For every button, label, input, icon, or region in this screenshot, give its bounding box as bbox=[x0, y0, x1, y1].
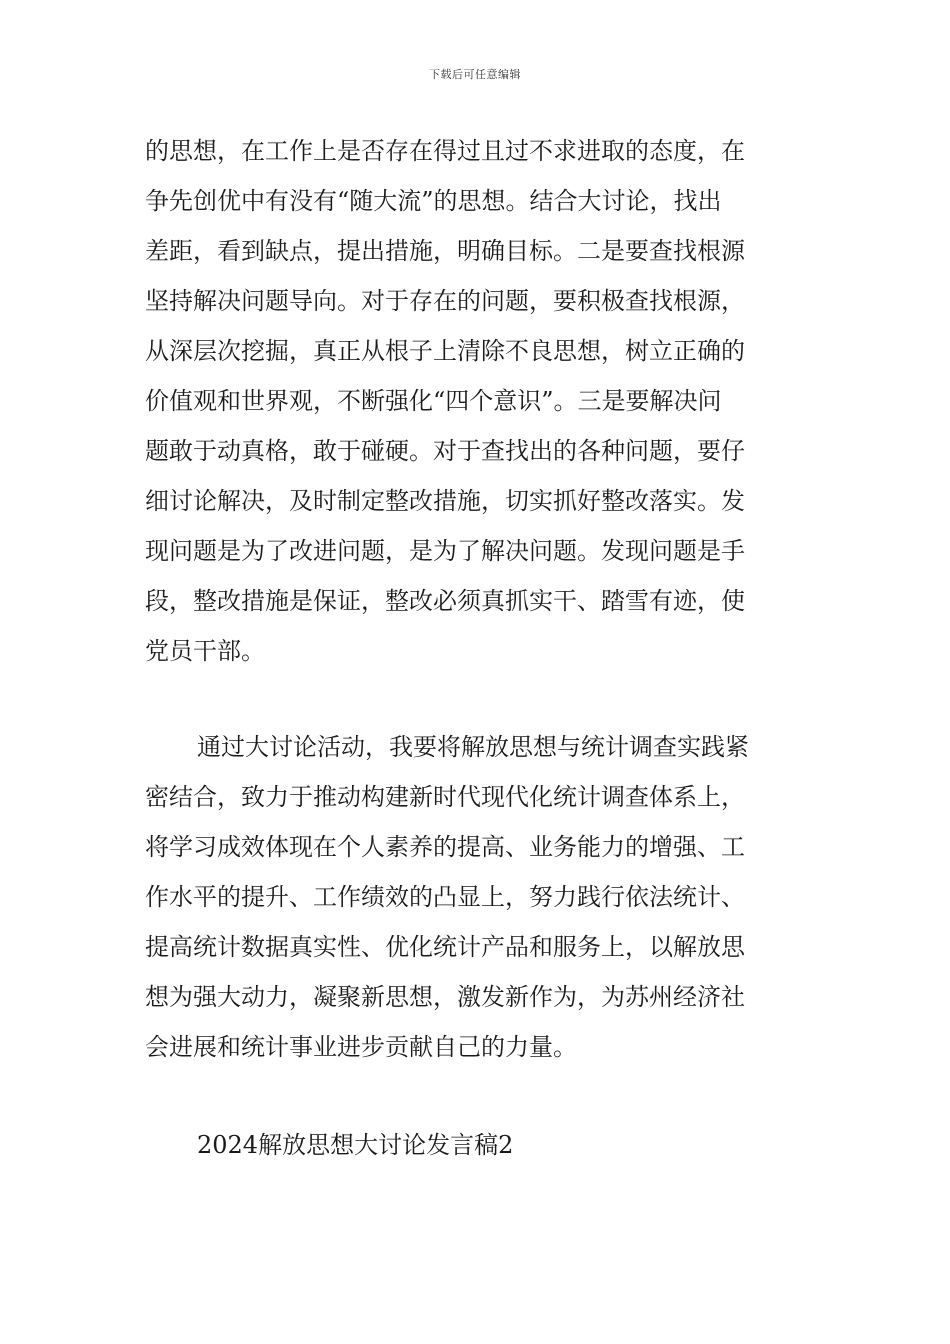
paragraph-line: 坚持解决问题导向。对于存在的问题，要积极查找根源， bbox=[145, 287, 745, 315]
paragraph-line: 将学习成效体现在个人素养的提高、业务能力的增强、工 bbox=[145, 833, 745, 861]
paragraph-line: 从深层次挖掘，真正从根子上清除不良思想，树立正确的 bbox=[145, 337, 745, 365]
paragraph-1 bbox=[145, 126, 805, 676]
paragraph-line: 题敢于动真格，敢于碰硬。对于查找出的各种问题，要仔 bbox=[145, 437, 745, 465]
paragraph-line: 段，整改措施是保证，整改必须真抓实干、踏雪有迹，使 bbox=[145, 587, 745, 615]
paragraph-line: 现问题是为了改进问题，是为了解决问题。发现问题是手 bbox=[145, 537, 745, 565]
paragraph-line: 党员干部。 bbox=[145, 637, 265, 665]
paragraph-line: 差距，看到缺点，提出措施，明确目标。二是要查找根源 bbox=[145, 237, 745, 265]
paragraph-line: 的思想，在工作上是否存在得过且过不求进取的态度，在 bbox=[145, 137, 745, 165]
paragraph-line: 提高统计数据真实性、优化统计产品和服务上，以解放思 bbox=[145, 933, 745, 961]
paragraph-line: 作水平的提升、工作绩效的凸显上，努力践行依法统计、 bbox=[145, 883, 745, 911]
paragraph-2 bbox=[145, 722, 805, 1072]
paragraph-line: 密结合，致力于推动构建新时代现代化统计调查体系上， bbox=[145, 783, 745, 811]
paragraph-line: 价值观和世界观，不断强化“四个意识”。三是要解决问 bbox=[145, 387, 722, 415]
section-heading: 2024解放思想大讨论发言稿2 bbox=[197, 1131, 514, 1159]
header-note: 下载后可任意编辑 bbox=[429, 68, 521, 81]
paragraph-line: 通过大讨论活动，我要将解放思想与统计调查实践紧 bbox=[197, 733, 749, 761]
paragraph-line: 会进展和统计事业进步贡献自己的力量。 bbox=[145, 1033, 577, 1061]
paragraph-line: 细讨论解决，及时制定整改措施，切实抓好整改落实。发 bbox=[145, 487, 745, 515]
paragraph-line: 想为强大动力，凝聚新思想，激发新作为，为苏州经济社 bbox=[145, 983, 745, 1011]
paragraph-line: 争先创优中有没有“随大流”的思想。结合大讨论，找出 bbox=[145, 187, 722, 215]
